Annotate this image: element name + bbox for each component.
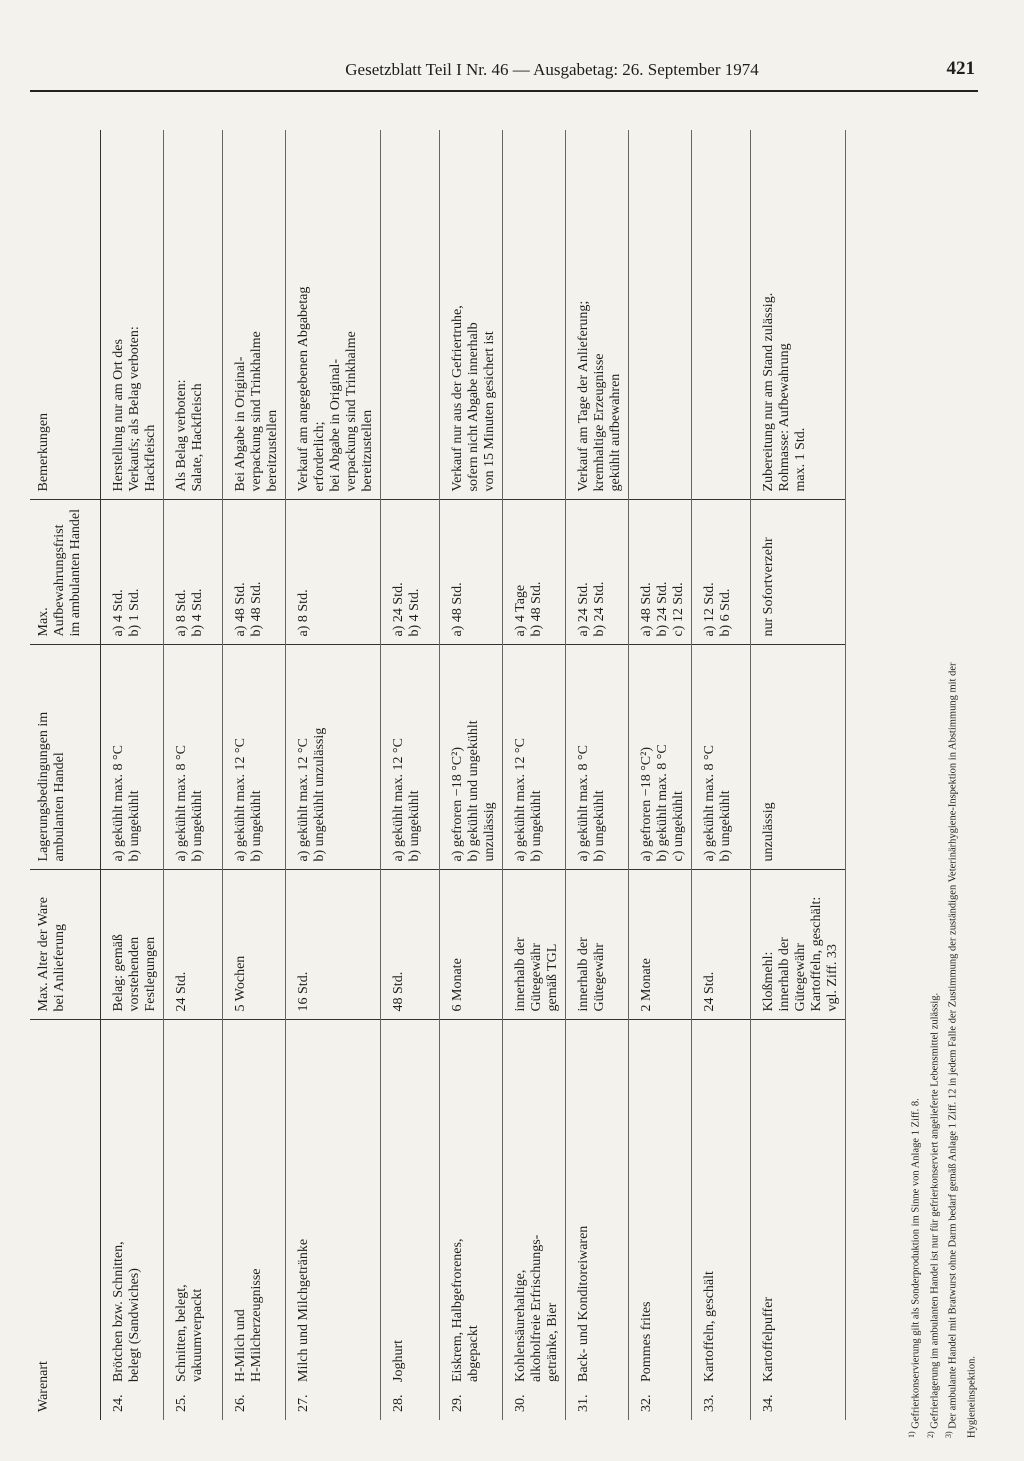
cell-alter-line: Kartoffeln, geschält: vgl. Ziff. 33 xyxy=(809,896,840,1012)
cell-lagerung-line: a) gekühlt max. 8 °C xyxy=(111,745,126,862)
cell-bemerkungen-line: verpackung sind Trinkhalme xyxy=(344,331,359,492)
cell-bemerkungen-line: Salate, Hackfleisch xyxy=(190,383,205,492)
cell-lagerung xyxy=(751,645,846,870)
cell-bemerkungen xyxy=(381,130,440,500)
cell-warenart xyxy=(223,1020,286,1420)
cell-lagerung-line: unzulässig xyxy=(761,802,776,862)
table-header-row xyxy=(30,130,101,1420)
warenart-line: vakuumverpackt xyxy=(190,1288,205,1382)
cell-alter xyxy=(503,870,566,1020)
cell-lagerung-line: a) gekühlt max. 12 °C xyxy=(296,738,311,862)
table-row xyxy=(381,130,440,1420)
cell-frist-line: a) 48 Std. xyxy=(233,582,248,637)
cell-lagerung xyxy=(286,645,381,870)
page-number: 421 xyxy=(946,58,975,79)
cell-bemerkungen-line: Rohmasse: Aufbewahrung xyxy=(777,343,792,492)
warenart-line: Pommes frites xyxy=(639,1301,654,1382)
cell-lagerung-line: a) gefroren −18 °C²) xyxy=(639,747,654,862)
cell-alter xyxy=(692,870,751,1020)
cell-lagerung xyxy=(101,645,164,870)
cell-alter-line: Festlegungen xyxy=(143,936,158,1012)
cell-frist xyxy=(223,500,286,645)
cell-lagerung-line: b) gekühlt und ungekühlt xyxy=(466,720,481,862)
footnote-text: Der ambulante Handel mit Bratwurst ohne Darm bedarf gemäß Anlage 1 Ziff. 12 in jedem Falle der Zustimmung der zuständigen Veterinärhygiene-Inspektion in Abstimmung mit der xyxy=(947,662,959,1432)
cell-alter xyxy=(629,870,692,1020)
warenart-line: H-Milcherzeugnisse xyxy=(249,1268,264,1382)
table-row xyxy=(440,130,503,1420)
table-row xyxy=(286,130,381,1420)
row-number: 29. xyxy=(450,1394,465,1412)
footnote-text: Hygieneinspektion. xyxy=(966,1356,977,1438)
cell-alter-line: 16 Std. xyxy=(296,971,311,1012)
cell-alter-line: Kloßmehl: xyxy=(761,951,776,1012)
warenart-line: Kartoffelpuffer xyxy=(761,1297,776,1382)
cell-alter-line: 2 Monate xyxy=(639,958,654,1012)
warenart-line: Eiskrem, Halbgefrorenes, xyxy=(450,1238,465,1382)
cell-warenart xyxy=(692,1020,751,1420)
cell-bemerkungen-line: Verkauf am Tage der Anlieferung; xyxy=(576,300,591,492)
footnote-mark: 1) xyxy=(907,1431,916,1438)
table-row xyxy=(566,130,629,1420)
cell-frist-line: b) 24 Std. xyxy=(655,581,670,637)
cell-warenart xyxy=(164,1020,223,1420)
cell-bemerkungen xyxy=(566,130,629,500)
cell-bemerkungen-line: bereitzustellen xyxy=(265,409,280,492)
row-number: 26. xyxy=(233,1394,248,1412)
column-header-alter: Max. Alter der Ware bei Anlieferung xyxy=(30,870,101,1020)
cell-lagerung-line: b) ungekühlt xyxy=(592,790,607,862)
cell-lagerung xyxy=(629,645,692,870)
cell-lagerung-line: b) ungekühlt xyxy=(718,790,733,862)
cell-frist xyxy=(629,500,692,645)
cell-frist-line: a) 12 Std. xyxy=(702,582,717,637)
cell-bemerkungen xyxy=(440,130,503,500)
cell-frist-line: b) 48 Std. xyxy=(249,581,264,637)
warenart-line: Kohlensäurehaltige, xyxy=(513,1269,528,1382)
cell-frist-line: b) 24 Std. xyxy=(592,581,607,637)
cell-bemerkungen-line: Verkauf nur aus der Gefriertruhe, xyxy=(450,305,465,492)
footnote-text: Gefrierkonservierung gilt als Sonderproduktion im Sinne von Anlage 1 Ziff. 8. xyxy=(910,1098,922,1432)
cell-lagerung xyxy=(440,645,503,870)
cell-alter xyxy=(751,870,846,1020)
cell-frist-line: a) 4 Std. xyxy=(111,589,126,637)
row-number: 24. xyxy=(111,1394,126,1412)
cell-alter xyxy=(381,870,440,1020)
cell-frist-line: a) 4 Tage xyxy=(513,584,528,637)
cell-bemerkungen xyxy=(164,130,223,500)
cell-bemerkungen-line: Bei Abgabe in Original- xyxy=(233,356,248,492)
row-number: 31. xyxy=(576,1394,591,1412)
page-header-title: Gesetzblatt Teil I Nr. 46 — Ausgabetag: 26. September 1974 xyxy=(345,60,759,79)
row-number: 28. xyxy=(391,1394,406,1412)
cell-lagerung-line: b) ungekühlt xyxy=(190,790,205,862)
cell-lagerung xyxy=(566,645,629,870)
cell-frist-line: a) 48 Std. xyxy=(639,582,654,637)
table-row xyxy=(629,130,692,1420)
warenart-line: belegt (Sandwiches) xyxy=(127,1268,142,1382)
cell-lagerung-line: b) gekühlt max. 8 °C xyxy=(655,744,670,862)
cell-bemerkungen xyxy=(101,130,164,500)
cell-bemerkungen-line: Zubereitung nur am Stand zulässig. xyxy=(761,292,776,492)
cell-bemerkungen xyxy=(629,130,692,500)
warenart-line: H-Milch und xyxy=(233,1309,248,1382)
cell-frist-line: b) 48 Std. xyxy=(529,581,544,637)
footnote-mark: 2) xyxy=(925,1431,935,1438)
cell-bemerkungen-line: Als Belag verboten: xyxy=(174,379,189,492)
cell-bemerkungen-line: verpackung sind Trinkhalme xyxy=(249,331,264,492)
footnote-text: Gefrierlagerung im ambulanten Handel ist nur für gefrierkonserviert angelieferte Lebensmittel zulässig. xyxy=(929,992,940,1432)
warenart-line: Schnitten, belegt, xyxy=(174,1284,189,1382)
cell-warenart xyxy=(440,1020,503,1420)
cell-alter-line: innerhalb der Gütegewähr xyxy=(513,937,544,1012)
cell-alter xyxy=(566,870,629,1020)
cell-alter xyxy=(164,870,223,1020)
cell-bemerkungen xyxy=(751,130,846,500)
footnotes xyxy=(905,658,979,1438)
cell-frist-line: b) 1 Std. xyxy=(127,588,142,637)
footnote xyxy=(961,658,980,1438)
cell-frist-line: a) 24 Std. xyxy=(391,582,406,637)
cell-alter-line: innerhalb der Gütegewähr xyxy=(777,937,808,1012)
cell-bemerkungen xyxy=(223,130,286,500)
header-rule xyxy=(30,90,978,92)
regulation-table xyxy=(30,130,846,1420)
column-header-frist: Max. Aufbewahrungsfrist im ambulanten Handel xyxy=(30,500,101,645)
table-row xyxy=(751,130,846,1420)
row-number: 34. xyxy=(761,1394,776,1412)
table-row xyxy=(503,130,566,1420)
cell-bemerkungen-line: Verkauf am angegebenen Abgabetag xyxy=(296,286,311,492)
cell-alter-line: gemäß TGL xyxy=(545,943,560,1012)
cell-lagerung xyxy=(164,645,223,870)
rotated-table-wrapper xyxy=(30,130,978,1420)
warenart-line: Milch und Milchgetränke xyxy=(296,1238,311,1382)
table-row xyxy=(223,130,286,1420)
cell-alter xyxy=(286,870,381,1020)
cell-lagerung-line: a) gefroren −18 °C²) xyxy=(450,747,465,862)
cell-frist-line: b) 4 Std. xyxy=(407,588,422,637)
cell-lagerung-line: b) ungekühlt xyxy=(529,790,544,862)
cell-frist xyxy=(101,500,164,645)
cell-lagerung-line: a) gekühlt max. 8 °C xyxy=(702,745,717,862)
cell-warenart xyxy=(503,1020,566,1420)
cell-warenart xyxy=(751,1020,846,1420)
cell-frist-line: a) 24 Std. xyxy=(576,582,591,637)
cell-frist xyxy=(692,500,751,645)
cell-lagerung-line: a) gekühlt max. 12 °C xyxy=(391,738,406,862)
cell-alter-line: 5 Wochen xyxy=(233,955,248,1012)
cell-alter-line: 48 Std. xyxy=(391,971,406,1012)
cell-frist xyxy=(440,500,503,645)
cell-frist-line: a) 8 Std. xyxy=(174,589,189,637)
cell-lagerung-line: b) ungekühlt xyxy=(127,790,142,862)
cell-alter xyxy=(440,870,503,1020)
row-number: 25. xyxy=(174,1394,189,1412)
cell-frist xyxy=(566,500,629,645)
row-number: 27. xyxy=(296,1394,311,1412)
cell-frist xyxy=(503,500,566,645)
cell-lagerung-line: b) ungekühlt unzulässig xyxy=(312,727,327,862)
cell-frist-line: b) 4 Std. xyxy=(190,588,205,637)
cell-alter-line: innerhalb der Gütegewähr xyxy=(576,937,607,1012)
footnote xyxy=(905,658,924,1438)
cell-bemerkungen-line: Herstellung nur am Ort des xyxy=(111,339,126,492)
cell-frist-line: nur Sofortverzehr xyxy=(761,537,776,637)
cell-alter-line: 24 Std. xyxy=(174,971,189,1012)
cell-frist-line: a) 8 Std. xyxy=(296,589,311,637)
cell-lagerung xyxy=(223,645,286,870)
cell-warenart xyxy=(566,1020,629,1420)
cell-frist-line: c) 12 Std. xyxy=(671,582,686,637)
cell-frist xyxy=(381,500,440,645)
cell-frist xyxy=(286,500,381,645)
cell-lagerung xyxy=(381,645,440,870)
cell-bemerkungen-line: gekühlt aufbewahren xyxy=(608,373,623,492)
table-row xyxy=(101,130,164,1420)
column-header-lagerung: Lagerungsbedingungen im ambulanten Handel xyxy=(30,645,101,870)
cell-lagerung xyxy=(692,645,751,870)
cell-lagerung xyxy=(503,645,566,870)
cell-bemerkungen-line: Hackfleisch xyxy=(143,424,158,492)
cell-lagerung-line: b) ungekühlt xyxy=(249,790,264,862)
warenart-line: getränke, Bier xyxy=(545,1302,560,1382)
cell-lagerung-line: b) ungekühlt xyxy=(407,790,422,862)
cell-warenart xyxy=(629,1020,692,1420)
cell-alter xyxy=(223,870,286,1020)
warenart-line: Joghurt xyxy=(391,1340,406,1382)
footnote xyxy=(924,658,943,1438)
cell-alter-line: Belag: gemäß vorstehenden xyxy=(111,934,142,1012)
cell-lagerung-line: c) ungekühlt xyxy=(671,791,686,862)
cell-lagerung-line: unzulässig xyxy=(482,802,497,862)
cell-lagerung-line: a) gekühlt max. 8 °C xyxy=(576,745,591,862)
cell-warenart xyxy=(286,1020,381,1420)
cell-frist xyxy=(751,500,846,645)
warenart-line: Back- und Konditoreiwaren xyxy=(576,1225,591,1382)
table-row xyxy=(164,130,223,1420)
cell-warenart xyxy=(101,1020,164,1420)
cell-bemerkungen-line: erforderlich; xyxy=(312,421,327,492)
warenart-line: alkoholfreie Erfrischungs- xyxy=(529,1234,544,1382)
row-number: 30. xyxy=(513,1394,528,1412)
cell-frist xyxy=(164,500,223,645)
warenart-line: Brötchen bzw. Schnitten, xyxy=(111,1241,126,1382)
row-number: 32. xyxy=(639,1394,654,1412)
column-header-warenart: Warenart xyxy=(30,1020,101,1420)
cell-bemerkungen-line: bei Abgabe in Original- xyxy=(328,358,343,492)
cell-bemerkungen-line: kremhaltige Erzeugnisse xyxy=(592,353,607,492)
cell-bemerkungen-line: max. 1 Std. xyxy=(793,427,808,492)
row-number: 33. xyxy=(702,1394,717,1412)
table-row xyxy=(692,130,751,1420)
cell-lagerung-line: a) gekühlt max. 12 °C xyxy=(233,738,248,862)
cell-bemerkungen-line: Verkaufs; als Belag verboten: xyxy=(127,326,142,492)
footnote-mark: 3) xyxy=(944,1431,953,1438)
cell-alter-line: 6 Monate xyxy=(450,958,465,1012)
cell-lagerung-line: a) gekühlt max. 12 °C xyxy=(513,738,528,862)
cell-frist-line: a) 48 Std. xyxy=(450,582,465,637)
cell-bemerkungen-line: von 15 Minuten gesichert ist xyxy=(482,331,497,492)
cell-bemerkungen-line: bereitzustellen xyxy=(360,409,375,492)
cell-bemerkungen xyxy=(692,130,751,500)
cell-frist-line: b) 6 Std. xyxy=(718,588,733,637)
cell-bemerkungen xyxy=(286,130,381,500)
cell-bemerkungen-line: sofern nicht Abgabe innerhalb xyxy=(466,322,481,492)
footnote xyxy=(942,658,961,1438)
warenart-line: abgepackt xyxy=(466,1325,481,1382)
column-header-bemerkungen: Bemerkungen xyxy=(30,130,101,500)
cell-lagerung-line: a) gekühlt max. 8 °C xyxy=(174,745,189,862)
warenart-line: Kartoffeln, geschält xyxy=(702,1271,717,1382)
cell-alter-line: 24 Std. xyxy=(702,971,717,1012)
cell-bemerkungen xyxy=(503,130,566,500)
cell-warenart xyxy=(381,1020,440,1420)
table-body xyxy=(101,130,846,1420)
cell-alter xyxy=(101,870,164,1020)
